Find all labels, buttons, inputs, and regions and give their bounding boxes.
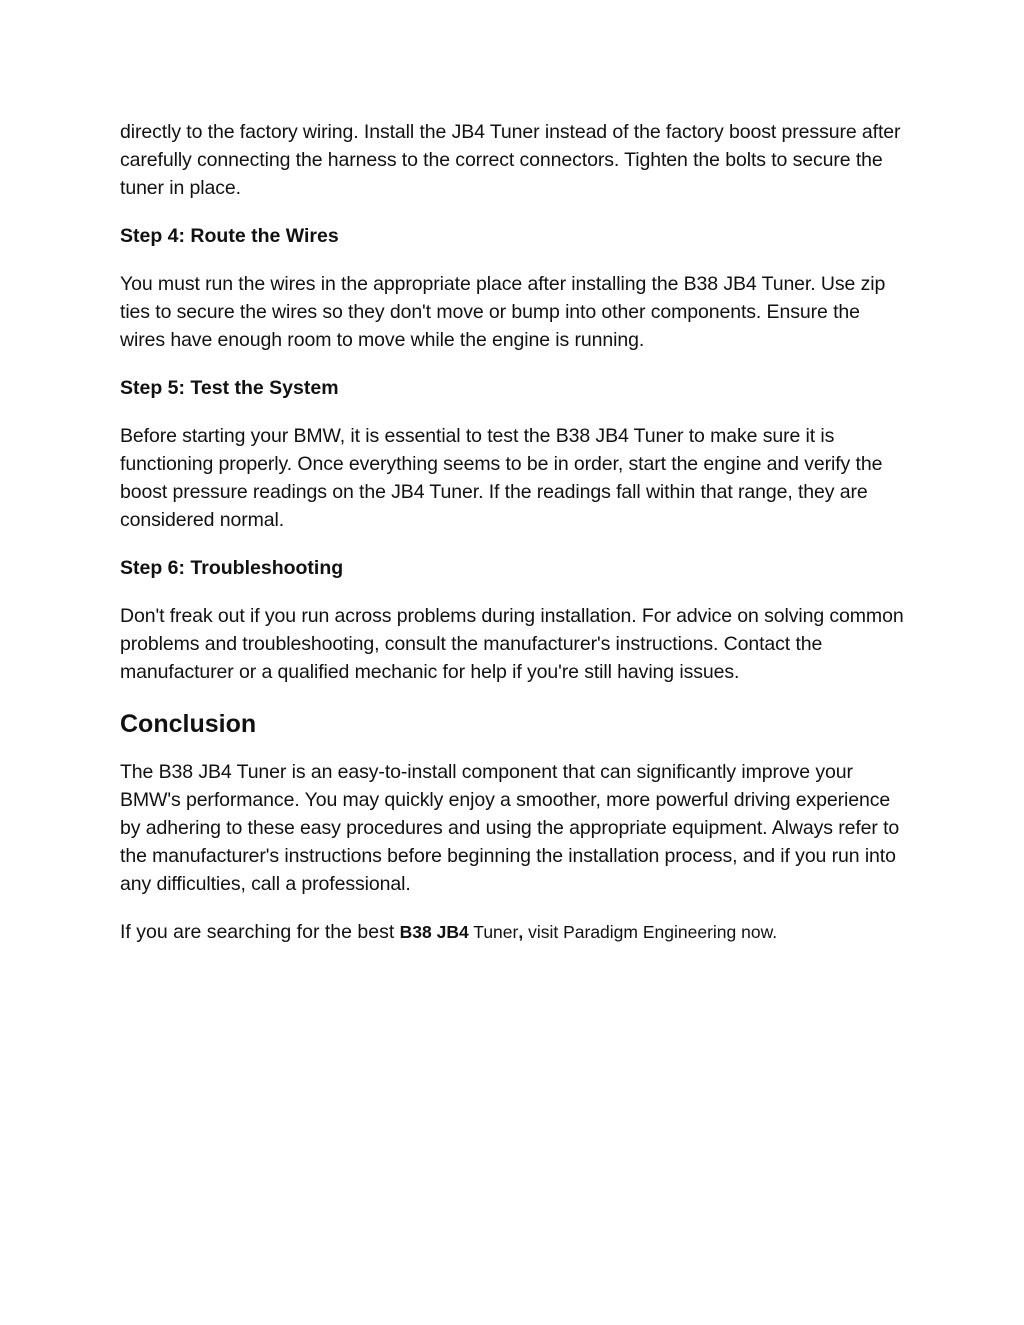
cta-suffix: visit Paradigm Engineering now.: [523, 922, 778, 942]
step6-paragraph: Don't freak out if you run across problems during installation. For advice on solving common problems and troubleshooting, consult the manufacturer's instructions. Contact the manufacturer or a qualified mechanic for help if you're still having issues.: [120, 605, 904, 683]
cta-prefix: If you are searching for the best: [120, 921, 400, 943]
conclusion-paragraph: The B38 JB4 Tuner is an easy-to-install component that can significantly improve your BMW's performance. You may quickly enjoy a smoother, more powerful driving experience by adhering to these easy procedures and using the appropriate equipment. Always refer to the manufacturer's instructions before beginning the installation process, and if you run into any difficulties, call a professional.: [120, 761, 900, 895]
conclusion-heading: Conclusion: [120, 710, 257, 738]
step6-heading: Step 6: Troubleshooting: [120, 557, 344, 579]
cta-tuner: Tuner: [468, 922, 519, 942]
step5-heading: Step 5: Test the System: [120, 377, 339, 399]
intro-paragraph: directly to the factory wiring. Install the JB4 Tuner instead of the factory boost pressure after carefully connecting the harness to the correct connectors. Tighten the bolts to secure the tuner in place.: [120, 121, 901, 199]
call-to-action-line: [120, 918, 910, 946]
step4-paragraph: You must run the wires in the appropriate place after installing the B38 JB4 Tuner. Use zip ties to secure the wires so they don't move or bump into other components. Ensure the wires have enough room to move while the engine is running.: [120, 273, 886, 351]
cta-comma: ,: [518, 922, 524, 942]
step5-paragraph: Before starting your BMW, it is essential to test the B38 JB4 Tuner to make sure it is functioning properly. Once everything seems to be in order, start the engine and verify the boost pressure readings on the JB4 Tuner. If the readings fall within that range, they are considered normal.: [120, 425, 883, 531]
cta-keyword: B38 JB4: [399, 922, 469, 942]
step4-heading: Step 4: Route the Wires: [120, 225, 339, 247]
document-page: [120, 118, 910, 946]
